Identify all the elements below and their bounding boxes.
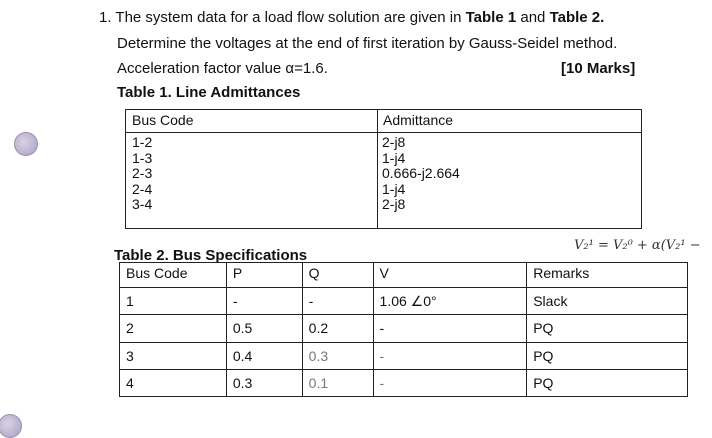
table1-bus-code: 3-4 [132,196,153,212]
table-row [120,369,688,396]
table2-header-v: V [373,263,527,288]
table2-ref: Table 2. [549,9,605,26]
table2-cell: - [302,288,373,315]
table2-cell: 0.3 [302,342,373,369]
question-line-1 [99,9,604,26]
question-line-3: Acceleration factor value α=1.6. [117,60,328,77]
question-number: 1. [99,9,112,26]
marks-label: [10 Marks] [561,60,636,77]
table2-cell: 0.2 [302,315,373,342]
table2-cell: 0.3 [226,369,302,396]
table2-header-remarks: Remarks [527,263,688,288]
table2-cell: 1.06 ∠0° [373,288,527,315]
table-row [120,315,688,342]
table1-admittance: 1-j4 [382,180,406,197]
table1-ref: Table 1 [465,9,517,26]
table1-admittance: 0.666-j2.664 [382,165,460,181]
table2-cell: Slack [527,288,688,315]
question-line-2: Determine the voltages at the end of first iteration by Gauss-Seidel method. [117,35,618,52]
table2-cell: 1 [120,288,227,315]
table1-line-admittances [125,109,642,229]
table1-admittance: 1-j4 [382,149,406,166]
table2-cell: 4 [120,369,227,396]
table-row [120,342,688,369]
table2-header-row [120,263,688,288]
table1-bus-code-column [132,135,152,213]
table1-bus-code: 1-3 [132,149,153,166]
table1-admittance-column [382,135,460,213]
punch-hole-bottom [0,414,22,438]
table2-cell: - [373,315,527,342]
handwritten-note: V₂¹ = V₂⁰ + α(V₂¹ − [574,238,701,253]
table2-header-bus-code: Bus Code [120,263,227,288]
table1-column-divider [377,110,378,228]
table2-header-q: Q [302,263,373,288]
punch-hole-top [14,132,38,156]
table2-title: Table 2. Bus Specifications [114,247,308,264]
table1-header-bus-code: Bus Code [132,112,194,128]
table1-admittance: 2-j8 [382,134,406,150]
table1-title: Table 1. Line Admittances [117,84,301,101]
table1-bus-code: 2-3 [132,165,153,181]
table1-header-admittance: Admittance [383,112,454,128]
table2-cell: 3 [120,342,227,369]
table2-cell: - [226,288,302,315]
table2-cell: PQ [527,369,688,396]
table2-cell: - [373,369,527,396]
table2-cell: PQ [527,315,688,342]
table2-header-p: P [226,263,302,288]
table2-cell: 0.1 [302,369,373,396]
question-text-c: and [516,9,550,26]
question-text-a: The system data for a load flow solution are given in [115,9,466,26]
table2-bus-specifications [119,262,688,397]
table-row [120,288,688,315]
table2-cell: 0.4 [226,342,302,369]
table2-cell: 0.5 [226,315,302,342]
table1-bus-code: 2-4 [132,180,153,197]
table2-cell: 2 [120,315,227,342]
table2-cell: PQ [527,342,688,369]
table1-admittance: 2-j8 [382,196,406,212]
table1-bus-code: 1-2 [132,134,153,150]
table2-cell: - [373,342,527,369]
